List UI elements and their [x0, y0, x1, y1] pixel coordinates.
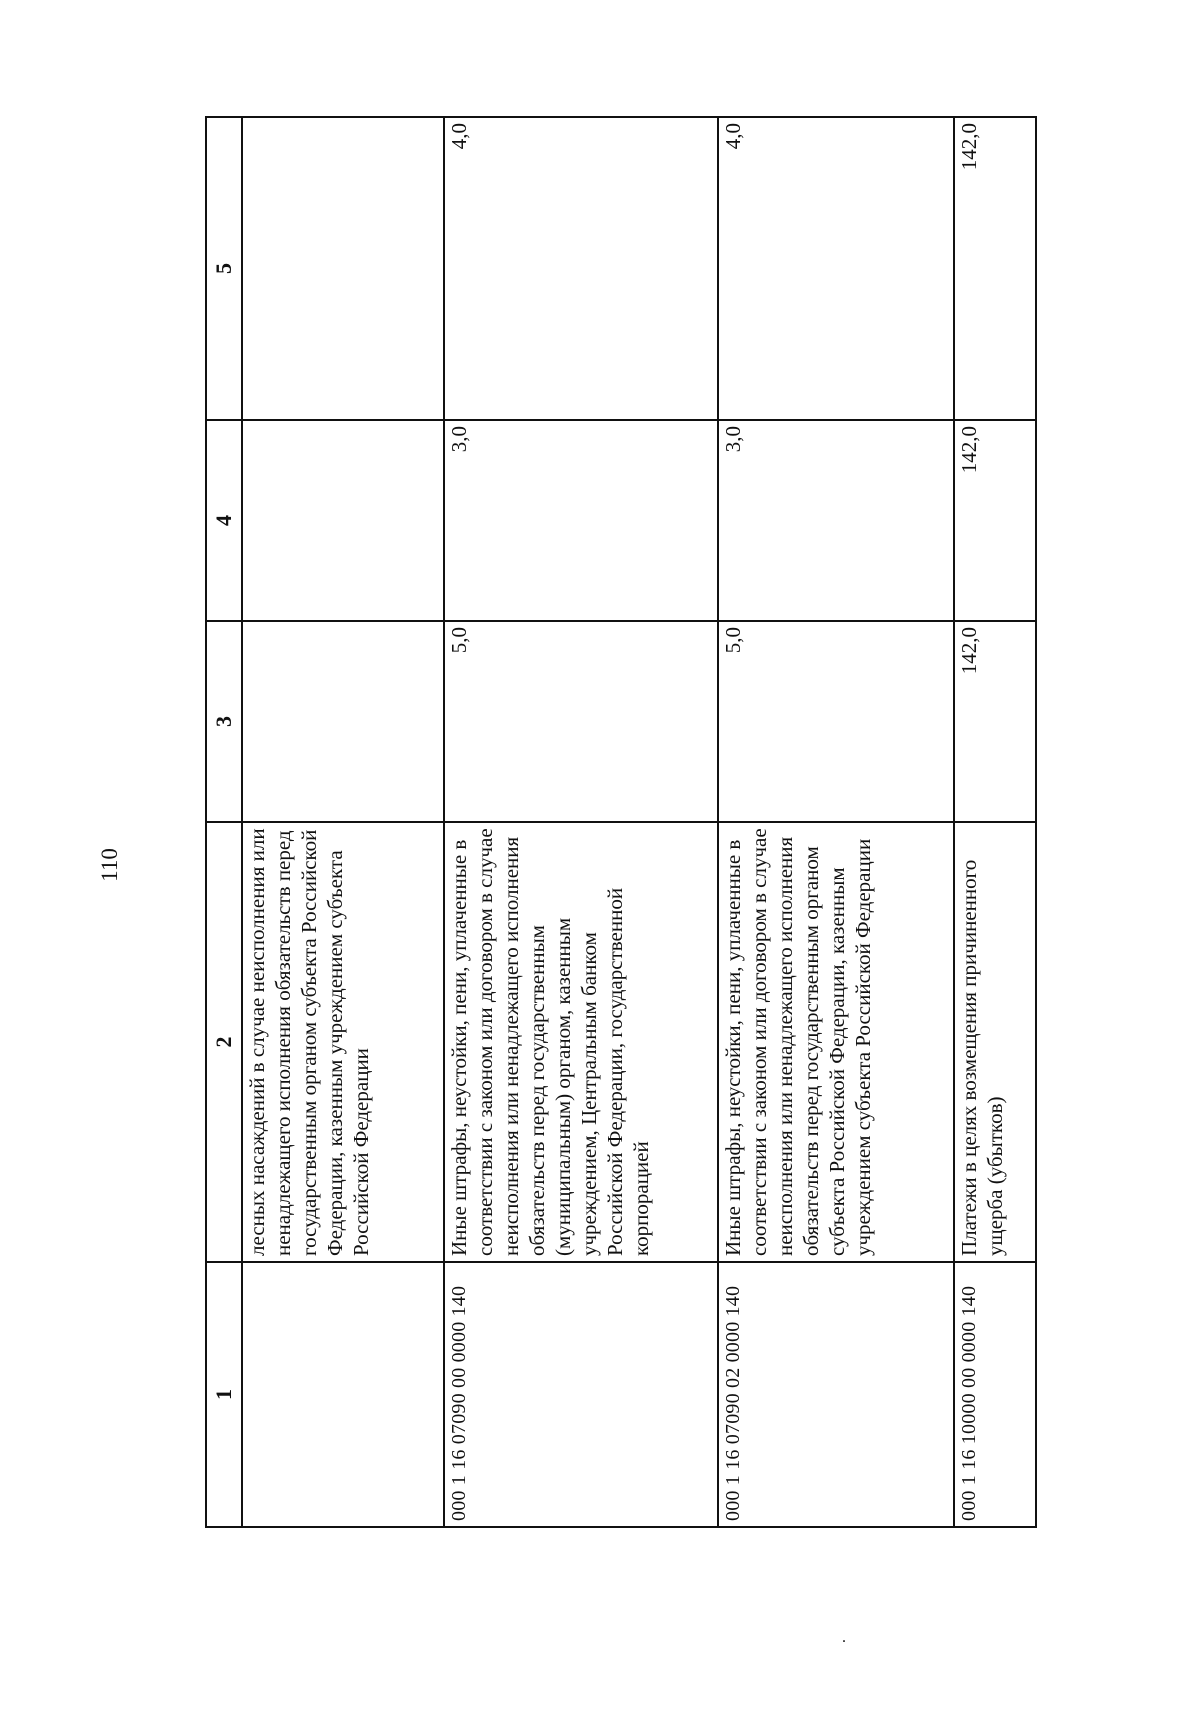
value-cell-col3: 142,0 — [954, 621, 1036, 822]
value-cell-col3 — [242, 621, 444, 822]
description-cell: Иные штрафы, неустойки, пени, уплаченные в соответствии с законом или договором в случае неисполнения или ненадлежащего исполнения обязательств перед государственным органом субъекта Российской Федерации, казенным учреждением субъекта Российской Федерации — [718, 822, 954, 1262]
value-cell-col5: 4,0 — [444, 117, 718, 420]
table-row — [242, 117, 444, 1527]
table-row — [444, 117, 718, 1527]
value-cell-col4 — [242, 420, 444, 621]
table-row — [954, 117, 1036, 1527]
value-cell-col3: 5,0 — [718, 621, 954, 822]
page-number: 110 — [97, 848, 122, 882]
table-header-row — [206, 117, 242, 1527]
budget-code-cell — [242, 1262, 444, 1527]
description-cell: лесных насаждений в случае неисполнения или ненадлежащего исполнения обязательств перед государственным органом субъекта Российской Федерации, казенным учреждением субъекта Российской Федерации — [242, 822, 444, 1262]
budget-code-cell: 000 1 16 10000 00 0000 140 — [954, 1262, 1036, 1527]
scan-speck: . — [842, 1629, 846, 1646]
budget-code-cell: 000 1 16 07090 00 0000 140 — [444, 1262, 718, 1527]
budget-table — [205, 116, 1037, 1528]
column-header-3: 3 — [206, 621, 242, 822]
value-cell-col5 — [242, 117, 444, 420]
value-cell-col5: 4,0 — [718, 117, 954, 420]
value-cell-col4: 3,0 — [444, 420, 718, 621]
value-cell-col5: 142,0 — [954, 117, 1036, 420]
description-cell: Иные штрафы, неустойки, пени, уплаченные в соответствии с законом или договором в случае неисполнения или ненадлежащего исполнения обязательств перед государственным (муниципальным) органом, казенным учреждением, Центральным банком Российской Федерации, государственной корпорацией — [444, 822, 718, 1262]
column-header-4: 4 — [206, 420, 242, 621]
table-landscape-frame — [205, 118, 1035, 1528]
description-cell: Платежи в целях возмещения причиненного ущерба (убытков) — [954, 822, 1036, 1262]
column-header-1: 1 — [206, 1262, 242, 1527]
table-row — [718, 117, 954, 1527]
value-cell-col4: 3,0 — [718, 420, 954, 621]
rotated-table-container — [205, 118, 1035, 1528]
column-header-2: 2 — [206, 822, 242, 1262]
column-header-5: 5 — [206, 117, 242, 420]
value-cell-col4: 142,0 — [954, 420, 1036, 621]
value-cell-col3: 5,0 — [444, 621, 718, 822]
budget-code-cell: 000 1 16 07090 02 0000 140 — [718, 1262, 954, 1527]
